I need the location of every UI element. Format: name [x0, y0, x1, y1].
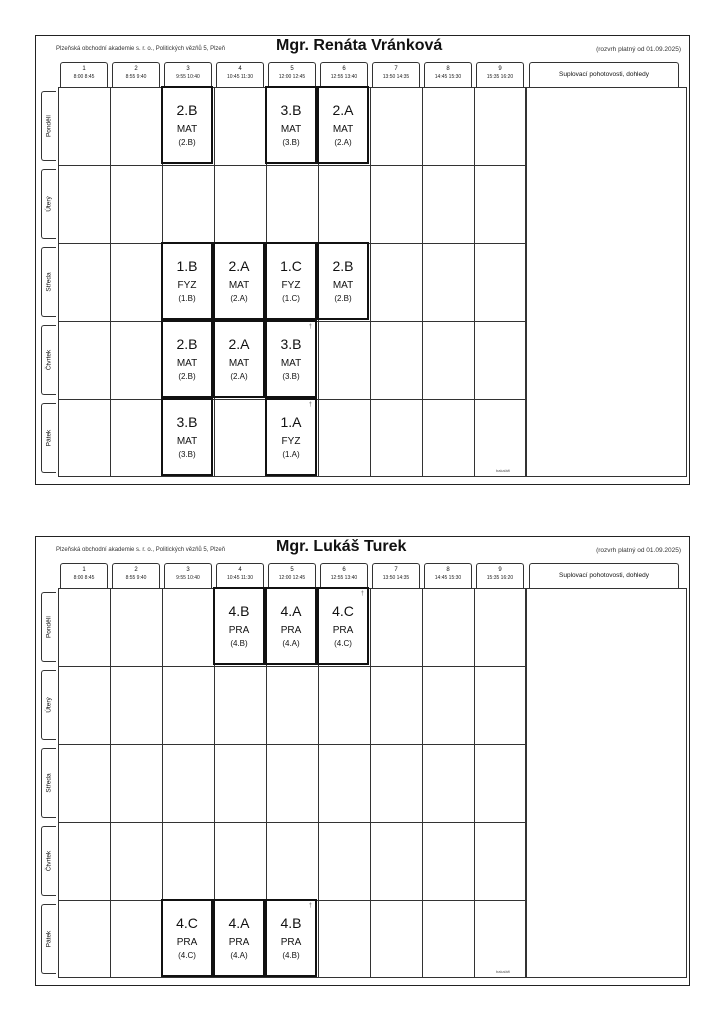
- period-header-1: [60, 62, 108, 87]
- grid-column-divider: [110, 88, 111, 476]
- period-number: 6: [342, 567, 346, 573]
- lesson-cell[interactable]: [161, 242, 213, 320]
- grid-column-divider: [370, 589, 371, 977]
- day-label: [41, 826, 56, 896]
- day-label: [41, 325, 56, 395]
- period-time: 12:00 12:45: [278, 74, 306, 80]
- period-header-2: [112, 563, 160, 588]
- lesson-subject: MAT: [280, 358, 302, 369]
- timetable-header: [36, 36, 689, 62]
- period-header-2: [112, 62, 160, 87]
- lesson-subject: PRA: [176, 937, 198, 948]
- lesson-class: 2.B: [332, 258, 354, 274]
- period-header-4: [216, 62, 264, 87]
- period-header-4: [216, 563, 264, 588]
- period-time: 12:55 13:40: [330, 74, 358, 80]
- day-name: Úterý: [45, 697, 53, 713]
- lesson-group: (1.A): [282, 450, 300, 459]
- day-label: [41, 91, 56, 161]
- lesson-group: (3.B): [282, 138, 300, 147]
- grid-row-divider: [59, 822, 525, 823]
- lesson-class: 2.A: [332, 102, 354, 118]
- day-label: [41, 247, 56, 317]
- lesson-group: (2.A): [230, 294, 248, 303]
- lesson-subject: MAT: [228, 358, 250, 369]
- supl-header-label: Suplovací pohotovosti, dohledy: [559, 71, 649, 78]
- grid-row-divider: [59, 744, 525, 745]
- lesson-group: (4.B): [230, 639, 248, 648]
- note-icon: †: [308, 324, 312, 330]
- period-time: 13:50 14:35: [382, 74, 410, 80]
- lesson-group: (1.C): [282, 294, 300, 303]
- lesson-group: (3.B): [178, 450, 196, 459]
- period-time: 9:55 10:40: [176, 74, 200, 80]
- timetable-turek: [35, 536, 690, 986]
- grid-row-divider: [59, 666, 525, 667]
- period-number: 3: [186, 567, 190, 573]
- period-time: 12:55 13:40: [330, 575, 358, 581]
- period-number: 8: [446, 567, 450, 573]
- lesson-cell[interactable]: [265, 86, 317, 164]
- period-number: 4: [238, 567, 242, 573]
- period-number: 5: [290, 567, 294, 573]
- lesson-cell[interactable]: [161, 320, 213, 398]
- period-header-7: [372, 563, 420, 588]
- lesson-class: 1.B: [176, 258, 198, 274]
- lesson-subject: FYZ: [281, 280, 301, 291]
- bakalari-logo: bakaláři: [496, 969, 511, 974]
- period-time: 9:55 10:40: [176, 575, 200, 581]
- period-header-8: [424, 563, 472, 588]
- period-number: 2: [134, 66, 138, 72]
- lesson-cell[interactable]: [161, 899, 213, 977]
- lesson-subject: MAT: [228, 280, 250, 291]
- day-label: [41, 904, 56, 974]
- lesson-group: (2.B): [178, 372, 196, 381]
- lesson-subject: MAT: [176, 436, 198, 447]
- period-header-3: [164, 62, 212, 87]
- note-icon: †: [360, 591, 364, 597]
- day-label: [41, 748, 56, 818]
- lesson-class: 2.A: [228, 336, 250, 352]
- period-header-6: [320, 563, 368, 588]
- period-header-7: [372, 62, 420, 87]
- day-name: Pátek: [45, 930, 53, 948]
- day-label: [41, 670, 56, 740]
- day-name: Středa: [45, 272, 53, 292]
- period-header-5: [268, 62, 316, 87]
- period-number: 8: [446, 66, 450, 72]
- period-header-8: [424, 62, 472, 87]
- lesson-subject: PRA: [228, 625, 250, 636]
- day-name: Pondělí: [45, 114, 53, 138]
- day-label: [41, 592, 56, 662]
- period-time: 8:55 9:40: [125, 74, 147, 80]
- period-time: 12:00 12:45: [278, 575, 306, 581]
- day-label: [41, 403, 56, 473]
- lesson-class: 4.A: [280, 603, 302, 619]
- bakalari-logo: bakaláři: [496, 468, 511, 473]
- grid-column-divider: [422, 589, 423, 977]
- day-name: Čtvrtek: [45, 850, 53, 872]
- lesson-group: (2.B): [334, 294, 352, 303]
- validity-note: (rozvrh platný od 01.09.2025): [596, 547, 681, 554]
- lesson-subject: PRA: [280, 625, 302, 636]
- lesson-class: 4.A: [228, 915, 250, 931]
- period-number: 9: [498, 567, 502, 573]
- lesson-cell[interactable]: [317, 86, 369, 164]
- timetable-vrankova: [35, 35, 690, 485]
- period-number: 2: [134, 567, 138, 573]
- period-header-1: [60, 563, 108, 588]
- lesson-group: (2.A): [334, 138, 352, 147]
- lesson-cell[interactable]: [213, 587, 265, 665]
- lesson-cell[interactable]: [213, 242, 265, 320]
- lesson-subject: PRA: [228, 937, 250, 948]
- grid-row-divider: [59, 165, 525, 166]
- lesson-group: (4.C): [178, 951, 196, 960]
- period-time: 13:50 14:35: [382, 575, 410, 581]
- period-time: 8:55 9:40: [125, 575, 147, 581]
- period-time: 8:00 8:45: [73, 575, 95, 581]
- lesson-cell[interactable]: [265, 587, 317, 665]
- validity-note: (rozvrh platný od 01.09.2025): [596, 46, 681, 53]
- period-time: 14:45 15:30: [434, 575, 462, 581]
- lesson-class: 2.B: [176, 102, 198, 118]
- period-number: 3: [186, 66, 190, 72]
- period-time: 15:35 16:20: [486, 575, 514, 581]
- lesson-group: (3.B): [282, 372, 300, 381]
- timetable-header: [36, 537, 689, 563]
- lesson-group: (4.A): [282, 639, 300, 648]
- school-name: Plzeňská obchodní akademie s. r. o., Politických vězňů 5, Plzeň: [56, 547, 226, 553]
- lesson-subject: MAT: [332, 280, 354, 291]
- lesson-cell[interactable]: [161, 86, 213, 164]
- period-number: 5: [290, 66, 294, 72]
- teacher-name: Mgr. Lukáš Turek: [276, 538, 407, 555]
- supl-header-label: Suplovací pohotovosti, dohledy: [559, 572, 649, 579]
- period-header-6: [320, 62, 368, 87]
- lesson-cell[interactable]: [213, 320, 265, 398]
- lesson-cell[interactable]: [265, 899, 317, 977]
- period-time: 8:00 8:45: [73, 74, 95, 80]
- period-number: 4: [238, 66, 242, 72]
- grid-column-divider: [370, 88, 371, 476]
- day-name: Pondělí: [45, 615, 53, 639]
- lesson-group: (4.B): [282, 951, 300, 960]
- lesson-class: 4.B: [280, 915, 302, 931]
- lesson-class: 2.A: [228, 258, 250, 274]
- lesson-class: 1.A: [280, 414, 302, 430]
- period-time: 14:45 15:30: [434, 74, 462, 80]
- grid-column-divider: [474, 88, 475, 476]
- school-name: Plzeňská obchodní akademie s. r. o., Politických vězňů 5, Plzeň: [56, 46, 226, 52]
- lesson-subject: PRA: [332, 625, 354, 636]
- lesson-class: 4.C: [332, 603, 354, 619]
- lesson-class: 3.B: [176, 414, 198, 430]
- lesson-class: 4.C: [176, 915, 198, 931]
- lesson-class: 2.B: [176, 336, 198, 352]
- lesson-cell[interactable]: [265, 242, 317, 320]
- period-number: 9: [498, 66, 502, 72]
- day-label: [41, 169, 56, 239]
- lesson-cell[interactable]: [265, 320, 317, 398]
- lesson-group: (4.C): [334, 639, 352, 648]
- day-name: Pátek: [45, 429, 53, 447]
- grid-column-divider: [474, 589, 475, 977]
- period-number: 7: [394, 567, 398, 573]
- lesson-cell[interactable]: [265, 398, 317, 476]
- supl-header: [529, 62, 679, 87]
- period-header-5: [268, 563, 316, 588]
- lesson-subject: FYZ: [177, 280, 197, 291]
- lesson-group: (2.B): [178, 138, 196, 147]
- lesson-cell[interactable]: [213, 899, 265, 977]
- period-number: 6: [342, 66, 346, 72]
- lesson-subject: MAT: [332, 124, 354, 135]
- supl-area: [526, 87, 687, 477]
- grid-column-divider: [422, 88, 423, 476]
- period-header-3: [164, 563, 212, 588]
- lesson-group: (1.B): [178, 294, 196, 303]
- lesson-class: 1.C: [280, 258, 302, 274]
- lesson-group: (4.A): [230, 951, 248, 960]
- day-name: Úterý: [45, 196, 53, 212]
- lesson-cell[interactable]: [317, 587, 369, 665]
- grid-column-divider: [110, 589, 111, 977]
- teacher-name: Mgr. Renáta Vránková: [276, 37, 443, 54]
- lesson-subject: MAT: [280, 124, 302, 135]
- lesson-class: 4.B: [228, 603, 250, 619]
- day-name: Středa: [45, 773, 53, 793]
- period-header-9: [476, 563, 524, 588]
- lesson-subject: MAT: [176, 358, 198, 369]
- lesson-subject: PRA: [280, 937, 302, 948]
- lesson-subject: FYZ: [281, 436, 301, 447]
- period-number: 7: [394, 66, 398, 72]
- note-icon: †: [308, 903, 312, 909]
- period-number: 1: [82, 567, 86, 573]
- day-name: Čtvrtek: [45, 349, 53, 371]
- supl-header: [529, 563, 679, 588]
- period-time: 10:45 11:30: [226, 575, 254, 581]
- note-icon: †: [308, 402, 312, 408]
- lesson-class: 3.B: [280, 102, 302, 118]
- period-header-9: [476, 62, 524, 87]
- lesson-cell[interactable]: [317, 242, 369, 320]
- lesson-class: 3.B: [280, 336, 302, 352]
- lesson-subject: MAT: [176, 124, 198, 135]
- period-time: 10:45 11:30: [226, 74, 254, 80]
- supl-area: [526, 588, 687, 978]
- period-number: 1: [82, 66, 86, 72]
- period-time: 15:35 16:20: [486, 74, 514, 80]
- lesson-cell[interactable]: [161, 398, 213, 476]
- lesson-group: (2.A): [230, 372, 248, 381]
